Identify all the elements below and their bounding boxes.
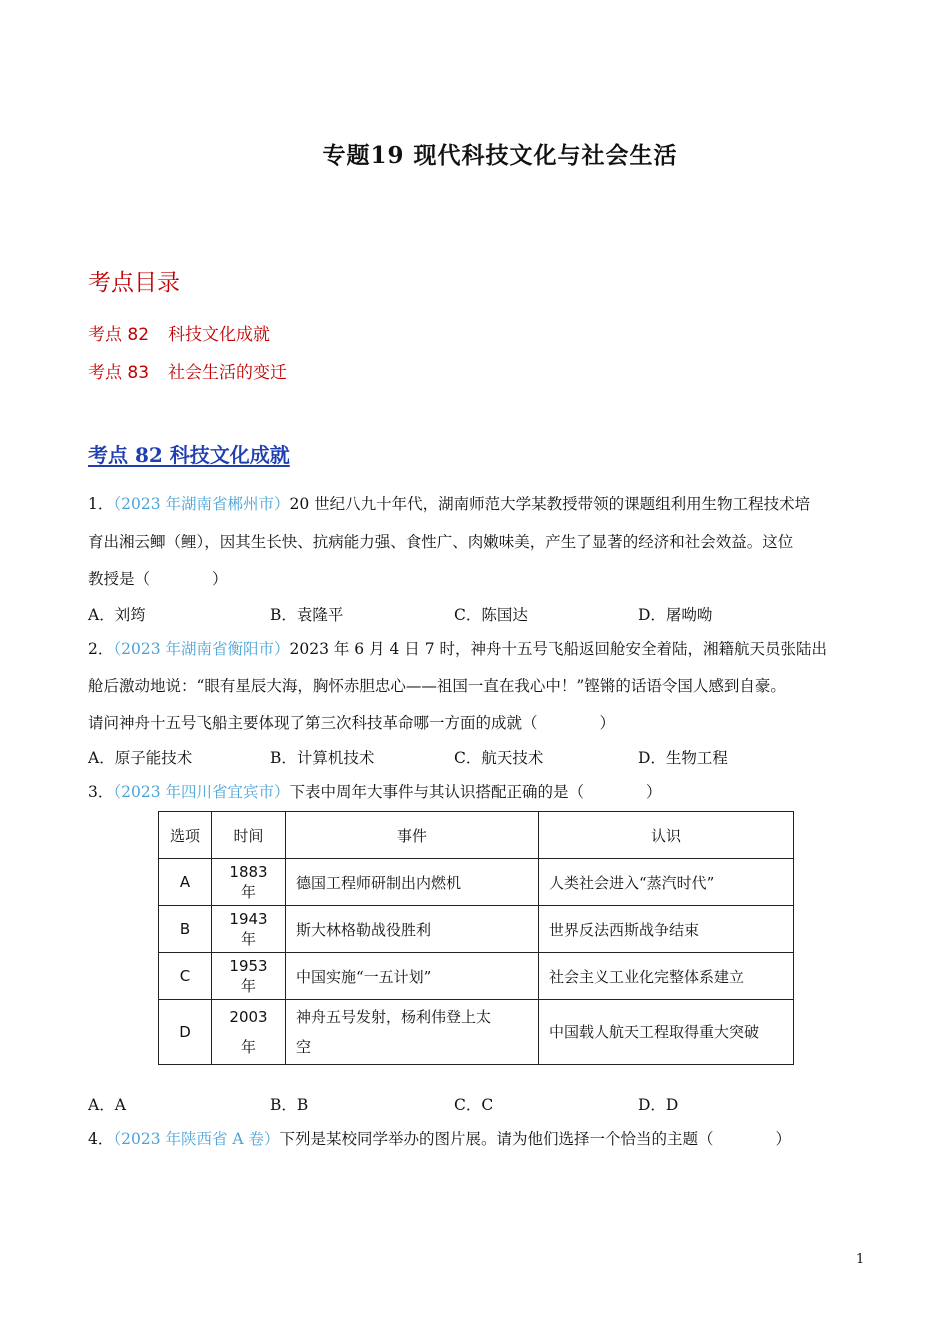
table-row <box>159 859 794 906</box>
table-cell-event: 斯大林格勒战役胜利 <box>286 906 539 953</box>
toc-item-label: 科技文化成就 <box>168 325 270 345</box>
table-cell-year: 1883 年 <box>212 859 286 906</box>
table-header-cell: 选项 <box>159 812 212 859</box>
table-cell-option: D <box>159 1000 212 1065</box>
q1-option-d[interactable]: D．屠呦呦 <box>638 606 713 624</box>
table-cell-event: 德国工程师研制出内燃机 <box>286 859 539 906</box>
table-cell-event <box>286 1000 539 1065</box>
table-row <box>159 1000 794 1065</box>
q3-source: （2023 年四川省宜宾市） <box>113 783 290 801</box>
table-cell-option: A <box>159 859 212 906</box>
q2-line-3: 请问神舟十五号飞船主要体现了第三次科技革命哪一方面的成就（ ） <box>88 714 616 732</box>
table-cell-option: C <box>159 953 212 1000</box>
toc-item-number: 考点 83 <box>88 363 150 383</box>
q4-line-1 <box>88 1127 791 1149</box>
q3-line-1 <box>88 780 662 802</box>
table-cell-note: 社会主义工业化完整体系建立 <box>539 953 794 1000</box>
q3-table <box>158 811 794 1065</box>
q3-option-a[interactable]: A．A <box>88 1096 126 1114</box>
q4-source: （2023 年陕西省 A 卷） <box>113 1130 280 1148</box>
toc-heading: 考点目录 <box>88 270 180 296</box>
table-cell-year: 2003 年 <box>212 1000 286 1065</box>
q2-option-d[interactable]: D．生物工程 <box>638 749 728 767</box>
q1-option-c[interactable]: C．陈国达 <box>454 606 528 624</box>
table-cell-year: 1943 年 <box>212 906 286 953</box>
toc-item-number: 考点 82 <box>88 325 150 345</box>
q1-option-a[interactable]: A．刘筠 <box>88 606 146 624</box>
table-cell-event: 中国实施“一五计划” <box>286 953 539 1000</box>
q1-line-2: 育出湘云鲫（鲤），因其生长快、抗病能力强、食性广、肉嫩味美，产生了显著的经济和社会效益。这位 <box>88 533 794 551</box>
table-row <box>159 906 794 953</box>
table-header-cell: 事件 <box>286 812 539 859</box>
q3-option-c[interactable]: C．C <box>454 1096 494 1114</box>
table-cell-year: 1953 年 <box>212 953 286 1000</box>
toc-item-82[interactable] <box>88 320 270 345</box>
table-cell-event-line-1: 神舟五号发射，杨利伟登上太 <box>296 1008 492 1026</box>
q2-source: （2023 年湖南省衡阳市） <box>113 640 290 658</box>
q2-number: 2． <box>88 640 114 658</box>
q4-stem: 下列是某校同学举办的图片展。请为他们选择一个恰当的主题（ ） <box>279 1130 792 1148</box>
q1-line-3: 教授是（ ） <box>88 570 228 588</box>
q2-line-1 <box>88 637 827 659</box>
table-header-cell: 时间 <box>212 812 286 859</box>
q1-number: 1． <box>88 495 114 513</box>
table-row <box>159 953 794 1000</box>
q1-text-1: 20 世纪八九十年代，湖南师范大学某教授带领的课题组利用生物工程技术培 <box>289 495 811 513</box>
table-cell-note: 中国载人航天工程取得重大突破 <box>539 1000 794 1065</box>
q1-source: （2023 年湖南省郴州市） <box>113 495 290 513</box>
table-header-row <box>159 812 794 859</box>
q4-number: 4． <box>88 1130 114 1148</box>
q3-number: 3． <box>88 783 114 801</box>
table-cell-note: 世界反法西斯战争结束 <box>539 906 794 953</box>
page-number: 1 <box>856 1252 865 1267</box>
q2-line-2: 舱后激动地说：“眼有星辰大海，胸怀赤胆忠心——祖国一直在我心中！”铿锵的话语令国人感到自豪。 <box>88 677 786 695</box>
q1-option-b[interactable]: B．袁隆平 <box>270 606 344 624</box>
q3-stem: 下表中周年大事件与其认识搭配正确的是（ ） <box>289 783 662 801</box>
table-cell-note: 人类社会进入“蒸汽时代” <box>539 859 794 906</box>
q2-option-a[interactable]: A．原子能技术 <box>88 749 193 767</box>
document-title: 专题19 现代科技文化与社会生活 <box>322 142 678 169</box>
table-header-cell: 认识 <box>539 812 794 859</box>
table-cell-option: B <box>159 906 212 953</box>
q2-text-1: 2023 年 6 月 4 日 7 时，神舟十五号飞船返回舱安全着陆，湘籍航天员张陆出 <box>289 640 828 658</box>
section-heading-link[interactable]: 考点 82 科技文化成就 <box>88 443 290 467</box>
toc-item-83[interactable] <box>88 358 287 383</box>
q3-option-d[interactable]: D．D <box>638 1096 679 1114</box>
toc-item-label: 社会生活的变迁 <box>168 363 287 383</box>
q2-option-b[interactable]: B．计算机技术 <box>270 749 375 767</box>
q1-line-1 <box>88 492 810 514</box>
q2-option-c[interactable]: C．航天技术 <box>454 749 544 767</box>
table-cell-event-line-2: 空 <box>296 1038 312 1056</box>
q3-option-b[interactable]: B．B <box>270 1096 309 1114</box>
